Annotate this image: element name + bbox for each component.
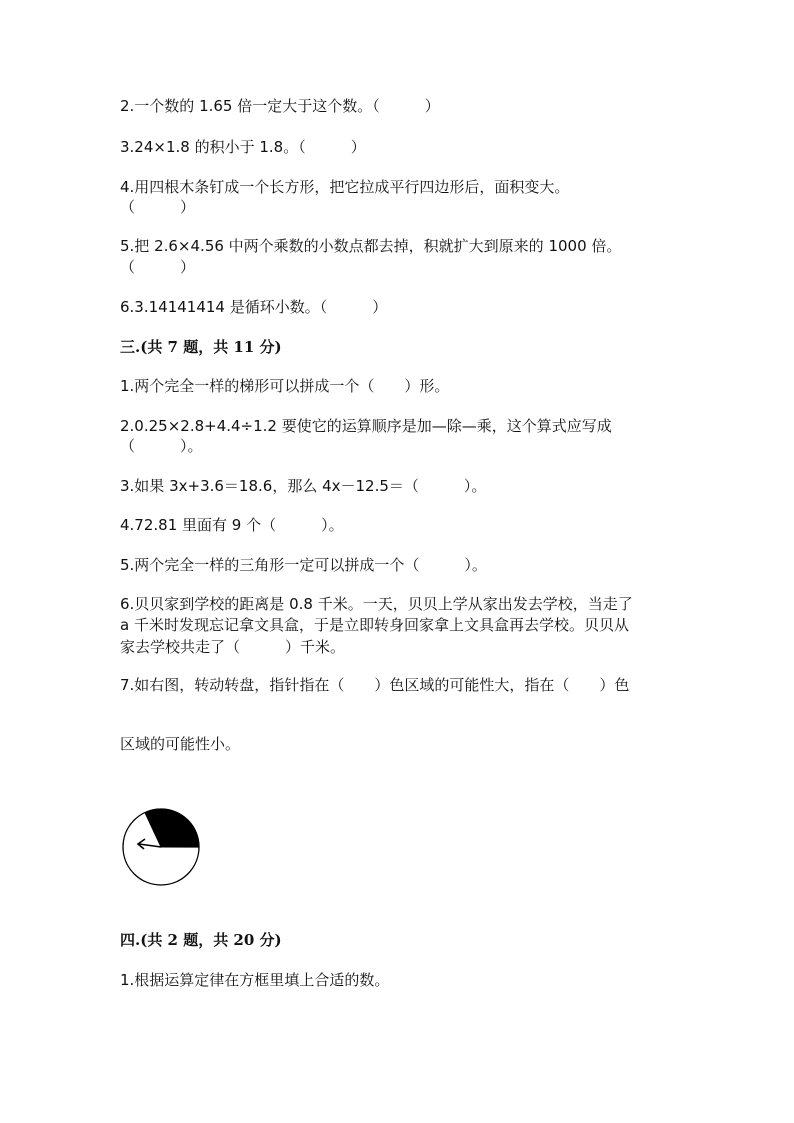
question-3-4: 4.72.81 里面有 9 个（ ）。 — [120, 516, 344, 534]
question-2-6: 6.3.14141414 是循环小数。（ ） — [120, 298, 388, 316]
question-2-4-line1: 4.用四根木条钉成一个长方形，把它拉成平行四边形后，面积变大。 — [120, 178, 570, 196]
question-3-2-line2: （ ）。 — [120, 437, 203, 455]
question-3-1: 1.两个完全一样的梯形可以拼成一个（ ）形。 — [120, 377, 450, 395]
question-3-6-line3: 家去学校共走了（ ）千米。 — [120, 638, 346, 656]
question-3-6-line1: 6.贝贝家到学校的距离是 0.8 千米。一天，贝贝上学从家出发去学校，当走了 — [120, 595, 633, 613]
question-3-7-line1: 7.如右图，转动转盘，指针指在（ ）色区域的可能性大，指在（ ）色 — [120, 676, 630, 694]
spinner-wheel — [120, 806, 202, 888]
section-4-heading: 四.(共 2 题，共 20 分) — [120, 931, 282, 949]
question-3-5: 5.两个完全一样的三角形一定可以拼成一个（ ）。 — [120, 556, 487, 574]
question-2-5-line2: （ ） — [120, 258, 196, 276]
question-2-2: 2.一个数的 1.65 倍一定大于这个数。（ ） — [120, 97, 440, 115]
question-4-1: 1.根据运算定律在方框里填上合适的数。 — [120, 971, 390, 989]
question-2-4-line2: （ ） — [120, 198, 196, 216]
question-2-3: 3.24×1.8 的积小于 1.8。（ ） — [120, 138, 366, 156]
section-3-heading: 三.(共 7 题，共 11 分) — [120, 338, 282, 356]
question-3-3: 3.如果 3x+3.6＝18.6，那么 4x－12.5＝（ ）。 — [120, 477, 487, 495]
question-3-6-line2: a 千米时发现忘记拿文具盒，于是立即转身回家拿上文具盒再去学校。贝贝从 — [120, 616, 629, 634]
question-2-5-line1: 5.把 2.6×4.56 中两个乘数的小数点都去掉，积就扩大到原来的 1000 倍。 — [120, 237, 622, 255]
question-3-2-line1: 2.0.25×2.8+4.4÷1.2 要使它的运算顺序是加—除—乘，这个算式应写成 — [120, 417, 612, 435]
question-3-7-line2: 区域的可能性小。 — [120, 735, 241, 753]
